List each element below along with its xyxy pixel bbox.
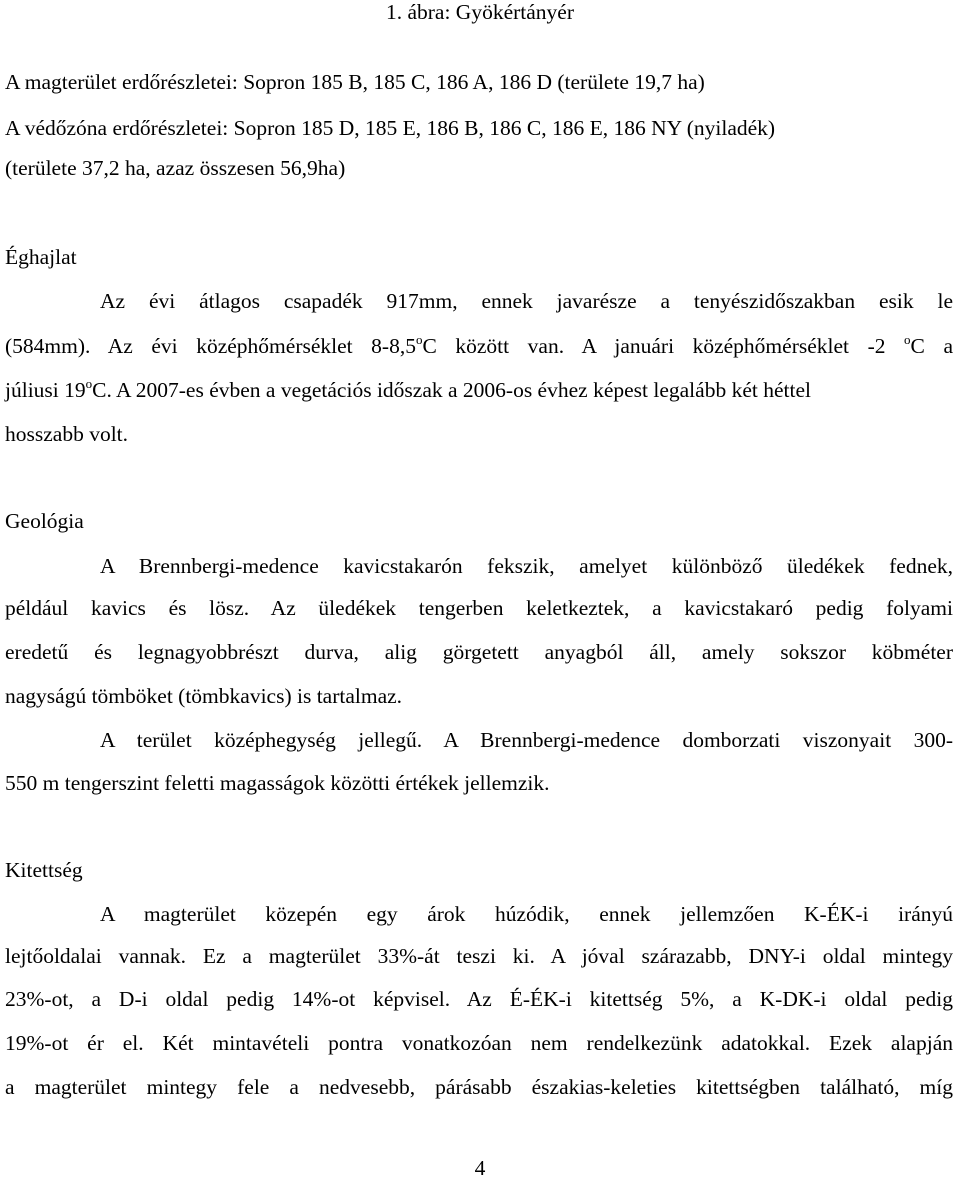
geology-paragraph-line: 550 m tengerszint feletti magasságok közötti értékek jellemzik. [5,771,550,795]
figure-caption: 1. ábra: Gyökértányér [385,0,575,24]
climate-paragraph-line: júliusi 19$^o$C. A 2007-es évben a vegetációs időszak a 2006-os évhez képest legalább két héttel [5,376,811,402]
geology-paragraph-line: eredetű és legnagyobbrészt durva, alig görgetett anyagból áll, amely sokszor köbméter [5,640,953,664]
geology-paragraph-line: például kavics és lösz. Az üledékek tengerben keletkeztek, a kavicstakaró pedig folyami [5,596,953,620]
geology-paragraph-line: nagyságú tömböket (tömbkavics) is tartalmaz. [5,684,403,708]
section-heading-climate: Éghajlat [5,245,77,269]
geology-paragraph-line: A Brennbergi-medence kavicstakarón fekszik, amelyet különböző üledékek fednek, [100,554,953,578]
climate-paragraph-line: Az évi átlagos csapadék 917mm, ennek javarésze a tenyészidőszakban esik le [100,289,953,313]
exposure-paragraph-line: a magterület mintegy fele a nedvesebb, párásabb északias-keleties kitettségben található, míg [5,1075,953,1099]
exposure-paragraph-line: 19%-ot ér el. Két mintavételi pontra vonatkozóan nem rendelkezünk adatokkal. Ezek alapján [5,1031,953,1055]
exposure-paragraph-line: 23%-ot, a D-i oldal pedig 14%-ot képvisel. Az É-ÉK-i kitettség 5%, a K-DK-i oldal pedig [5,987,953,1011]
buffer-zone-text-cont: (területe 37,2 ha, azaz összesen 56,9ha) [5,156,346,180]
climate-paragraph-line: hosszabb volt. [5,422,129,446]
climate-paragraph-line: (584mm). Az évi középhőmérséklet 8-8,5$^o$C között van. A januári középhőmérséklet -2 $^o$C a [5,332,953,358]
page-number: 4 [474,1156,486,1180]
section-heading-exposure: Kitettség [5,858,83,882]
exposure-paragraph-line: lejtőoldalai vannak. Ez a magterület 33%-át teszi ki. A jóval szárazabb, DNY-i oldal mintegy [5,944,953,968]
buffer-zone-text: A védőzóna erdőrészletei: Sopron 185 D, 185 E, 186 B, 186 C, 186 E, 186 NY (nyiladék) [5,116,776,140]
section-heading-geology: Geológia [5,509,84,533]
exposure-paragraph-line: A magterület közepén egy árok húzódik, ennek jellemzően K-ÉK-i irányú [100,902,953,926]
core-area-text: A magterület erdőrészletei: Sopron 185 B, 185 C, 186 A, 186 D (területe 19,7 ha) [5,70,705,94]
geology-paragraph-line: A terület középhegység jellegű. A Brennbergi-medence domborzati viszonyait 300- [100,728,953,752]
